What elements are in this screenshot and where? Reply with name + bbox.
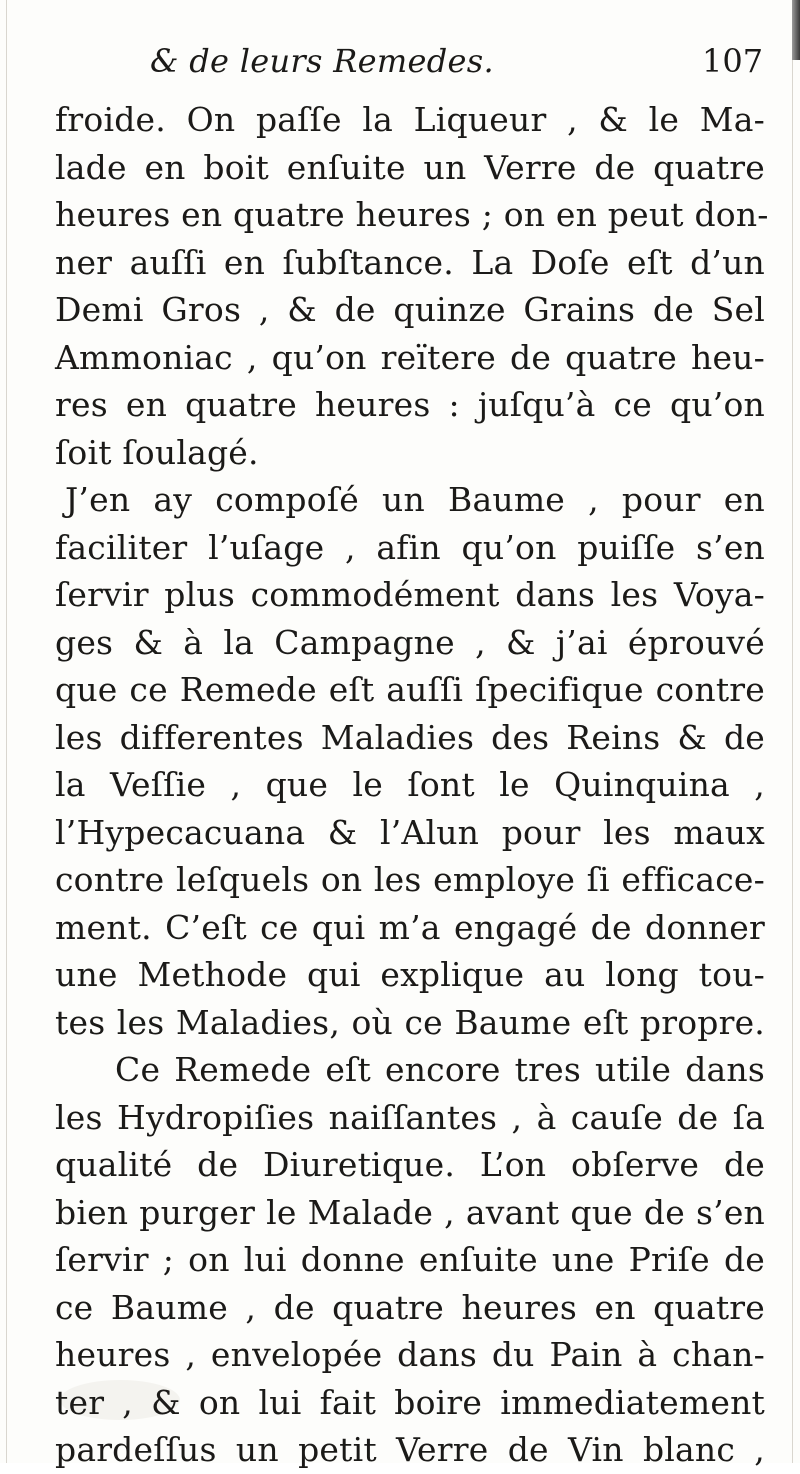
text-line: les Hydropiſies naiſſantes , à cauſe de ſa	[55, 1097, 765, 1137]
text-line: ment. C’eſt ce qui m’a engagé de donner	[55, 907, 765, 947]
body-text	[55, 96, 769, 1474]
text-line: ges & à la Campagne , & j’ai éprouvé	[55, 622, 765, 662]
text-line: heures en quatre heures ; on en peut don-	[55, 195, 769, 234]
text-line: ner auſſi en ſubſtance. La Doſe eſt d’un	[55, 242, 765, 282]
page-left-edge	[6, 0, 7, 1463]
text-line: une Methode qui explique au long tou-	[55, 955, 765, 994]
text-line: bien purger le Malade , avant que de s’en	[55, 1192, 765, 1232]
text-line: contre leſquels on les employe ſi efficace-	[55, 860, 765, 899]
text-line: Demi Gros , & de quinze Grains de Sel	[55, 290, 765, 329]
text-line: les differentes Maladies des Reins & de	[55, 717, 765, 757]
text-line: lade en boit enſuite un Verre de quatre	[55, 147, 765, 187]
text-line: que ce Remede eſt auſſi ſpecifique contre	[55, 670, 765, 709]
page-right-edge	[792, 0, 793, 1463]
page-header	[0, 42, 800, 102]
text-line: la Veſſie , que le ſont le Quinquina ,	[55, 765, 765, 804]
text-line: res en quatre heures : juſqu’à ce qu’on	[55, 385, 765, 424]
text-line: Ce Remede eſt encore tres utile dans	[115, 1050, 765, 1089]
text-line: qualité de Diuretique. L’on obſerve de	[55, 1145, 765, 1184]
page-number: 107	[702, 42, 764, 80]
text-line: froide. On paſſe la Liqueur , & le Ma-	[55, 100, 765, 139]
text-line: ſoit ſoulagé.	[55, 432, 259, 472]
text-line: ſervir ; on lui donne enſuite une Priſe de	[55, 1240, 765, 1279]
text-line: pardeſſus un petit Verre de Vin blanc ,	[55, 1430, 765, 1469]
text-line: tes les Maladies, où ce Baume eſt propre.	[55, 1002, 765, 1042]
text-line: ſervir plus commodément dans les Voya-	[55, 575, 765, 614]
text-line: l’Hypecacuana & l’Alun pour les maux	[55, 812, 765, 852]
running-head: & de leurs Remedes.	[150, 42, 494, 80]
text-line: Ammoniac , qu’on reïtere de quatre heu-	[55, 337, 765, 377]
text-line: J’en ay compoſé un Baume , pour en	[65, 480, 765, 519]
text-line: ce Baume , de quatre heures en quatre	[55, 1287, 765, 1327]
text-line: ter , & on lui fait boire immediatement	[55, 1382, 765, 1422]
text-line: faciliter l’uſage , afin qu’on puiſſe s’en	[55, 527, 765, 567]
text-line: heures , envelopée dans du Pain à chan-	[55, 1335, 765, 1374]
